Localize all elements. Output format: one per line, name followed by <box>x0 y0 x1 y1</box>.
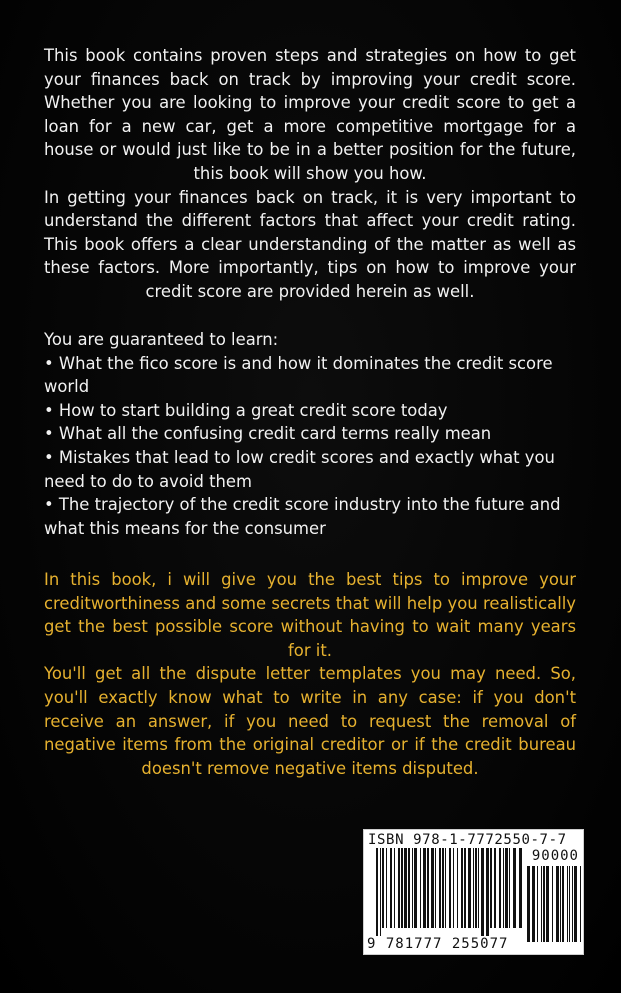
intro-paragraph-1: This book contains proven steps and strategies on how to get your finances back on track by improving your credit score. Whether you are looking to improve your credit score to get a loan for a new car, get a more competitive mortgage for a house or would just like to be in a better position for the future, this book will show you how. <box>44 46 576 183</box>
barcode-bar <box>546 866 549 942</box>
barcode-bar <box>449 848 451 928</box>
addon-barcode-bars <box>527 866 581 952</box>
barcode-bar <box>574 866 577 942</box>
barcode-bar <box>390 848 392 928</box>
barcode-bar <box>464 848 466 928</box>
barcode-bar <box>412 848 413 928</box>
barcode-bar <box>503 848 504 928</box>
barcode-bar <box>445 848 446 928</box>
learn-bullet: • The trajectory of the credit score industry into the future and what this means for the consumer <box>44 495 561 538</box>
promo-paragraph-1: In this book, i will give you the best tips to improve your creditworthiness and some secrets that will help you realistically get the best possible score without having to wait many years for it. <box>44 570 576 660</box>
learn-section <box>44 328 576 540</box>
barcode-bar <box>414 848 417 928</box>
isbn-barcode <box>363 829 584 955</box>
learn-bullet: • What the fico score is and how it dominates the credit score world <box>44 353 553 397</box>
barcode-bar <box>569 866 570 942</box>
learn-bullet: • How to start building a great credit score today <box>44 400 448 420</box>
barcode-bar <box>398 848 400 928</box>
learn-bullet: • Mistakes that lead to low credit scores and exactly what you need to do to avoid them <box>44 447 555 491</box>
price-code: 90000 <box>531 848 579 864</box>
barcode-bar <box>468 848 471 928</box>
barcode-bar <box>560 866 561 942</box>
barcode-bar <box>439 848 441 928</box>
barcode-bar <box>473 848 474 928</box>
barcode-bar <box>442 848 444 928</box>
barcode-bar <box>404 848 407 928</box>
barcode-bar <box>567 866 568 942</box>
barcode-bar <box>475 848 477 928</box>
barcode-bar <box>420 848 421 928</box>
barcode-bar <box>486 848 489 938</box>
intro-section <box>44 44 576 304</box>
learn-bullet: • What all the confusing credit card terms really mean <box>44 424 492 444</box>
barcode-bar <box>435 848 436 928</box>
barcode-bar <box>382 848 384 928</box>
barcode-bar <box>556 866 559 942</box>
barcode-bar <box>453 848 454 928</box>
promo-section <box>44 568 576 780</box>
barcode-bar <box>394 848 395 928</box>
barcode-bar <box>478 848 479 928</box>
barcode-bar <box>532 866 535 942</box>
ean-digits: 9 781777 255077 <box>367 936 509 952</box>
intro-paragraph-2: In getting your finances back on track, it is very important to understand the different factors that affect your credit rating. This book offers a clear understanding of the matter as well as these factors. More importantly, tips on how to improve your credit score are provided herein as well. <box>44 187 576 301</box>
barcode-bar <box>490 848 492 928</box>
barcode-bar <box>423 848 426 928</box>
barcode-bar <box>572 866 573 942</box>
barcode-bar <box>562 866 564 942</box>
barcode-bar <box>537 866 538 942</box>
barcode-bar <box>543 866 545 942</box>
barcode-bar <box>519 848 522 928</box>
barcode-bar <box>376 848 378 938</box>
barcode-bar <box>427 848 429 928</box>
barcode-bar <box>552 866 553 942</box>
barcode-bar <box>494 848 496 928</box>
isbn-label: ISBN 978-1-7772550-7-7 <box>368 832 567 848</box>
learn-heading: You are guaranteed to learn: <box>44 330 279 349</box>
ean-barcode-bars <box>376 848 522 938</box>
barcode-bar <box>461 848 463 928</box>
barcode-bar <box>401 848 403 928</box>
barcode-bar <box>457 848 458 928</box>
barcode-bar <box>431 848 434 928</box>
barcode-bar <box>541 866 542 942</box>
barcode-bar <box>380 848 381 938</box>
barcode-bar <box>527 866 530 942</box>
barcode-bar <box>481 848 484 938</box>
barcode-bar <box>513 848 516 928</box>
barcode-bar <box>386 848 387 928</box>
barcode-bar <box>499 848 501 928</box>
barcode-bar <box>509 848 510 928</box>
promo-paragraph-2: You'll get all the dispute letter templates you may need. So, you'll exactly know what to write in any case: if you don't receive an answer, if you need to request the removal of negative items from the original creditor or if the credit bureau doesn't remove negative items disputed. <box>44 664 576 778</box>
barcode-bar <box>505 848 508 928</box>
barcode-bar <box>580 866 581 942</box>
barcode-bar <box>408 848 410 928</box>
